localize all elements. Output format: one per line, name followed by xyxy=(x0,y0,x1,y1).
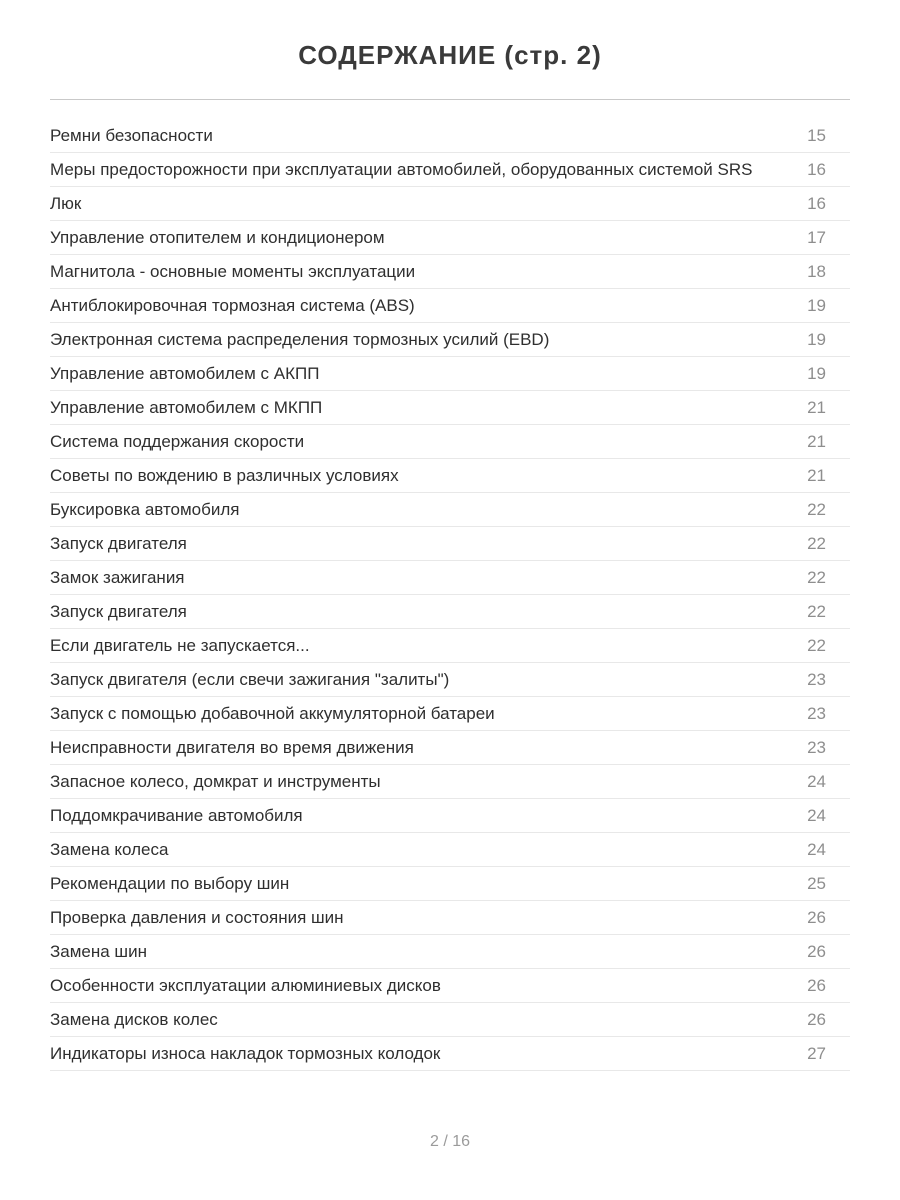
toc-row[interactable] xyxy=(50,425,850,459)
toc-list xyxy=(50,119,850,1071)
toc-item-page-number: 17 xyxy=(807,227,826,247)
toc-item-title: Замена колеса xyxy=(50,839,169,859)
toc-item-page-number: 19 xyxy=(807,329,826,349)
toc-item-page-number: 27 xyxy=(807,1043,826,1063)
toc-item-title: Запасное колесо, домкрат и инструменты xyxy=(50,771,381,791)
toc-item-title: Рекомендации по выбору шин xyxy=(50,873,290,893)
toc-item-title: Запуск двигателя xyxy=(50,533,187,553)
toc-item-title: Запуск с помощью добавочной аккумуляторной батареи xyxy=(50,703,495,723)
toc-item-title: Запуск двигателя (если свечи зажигания "залиты") xyxy=(50,669,450,689)
toc-item-page-number: 22 xyxy=(807,601,826,621)
toc-item-title: Особенности эксплуатации алюминиевых дисков xyxy=(50,975,441,995)
toc-item-page-number: 21 xyxy=(807,431,826,451)
toc-item-title: Люк xyxy=(50,193,82,213)
toc-row[interactable] xyxy=(50,969,850,1003)
toc-item-title: Замок зажигания xyxy=(50,567,185,587)
page-title: СОДЕРЖАНИЕ (стр. 2) xyxy=(298,40,602,70)
toc-item-page-number: 24 xyxy=(807,805,826,825)
toc-item-title: Ремни безопасности xyxy=(50,125,213,145)
toc-row[interactable] xyxy=(50,935,850,969)
toc-item-page-number: 22 xyxy=(807,567,826,587)
toc-item-page-number: 21 xyxy=(807,465,826,485)
toc-item-title: Электронная система распределения тормозных усилий (EBD) xyxy=(50,329,550,349)
toc-item-title: Если двигатель не запускается... xyxy=(50,635,310,655)
toc-item-page-number: 22 xyxy=(807,499,826,519)
page-indicator: 2 / 16 xyxy=(429,1133,471,1150)
toc-row[interactable] xyxy=(50,1003,850,1037)
toc-item-page-number: 26 xyxy=(807,907,826,927)
toc-item-title: Запуск двигателя xyxy=(50,601,187,621)
toc-item-page-number: 22 xyxy=(807,635,826,655)
toc-row[interactable] xyxy=(50,765,850,799)
toc-item-title: Неисправности двигателя во время движения xyxy=(50,737,414,757)
toc-item-page-number: 26 xyxy=(807,975,826,995)
toc-row[interactable] xyxy=(50,697,850,731)
toc-row[interactable] xyxy=(50,255,850,289)
toc-item-title: Магнитола - основные моменты эксплуатации xyxy=(50,261,416,281)
toc-item-page-number: 16 xyxy=(807,159,826,179)
toc-item-title: Буксировка автомобиля xyxy=(50,499,240,519)
toc-item-page-number: 23 xyxy=(807,737,826,757)
toc-item-title: Советы по вождению в различных условиях xyxy=(50,465,399,485)
toc-item-title: Поддомкрачивание автомобиля xyxy=(50,805,303,825)
toc-row[interactable] xyxy=(50,799,850,833)
toc-item-title: Индикаторы износа накладок тормозных колодок xyxy=(50,1043,441,1063)
toc-item-title: Замена шин xyxy=(50,941,147,961)
toc-item-page-number: 24 xyxy=(807,771,826,791)
toc-item-page-number: 15 xyxy=(807,125,826,145)
toc-item-page-number: 26 xyxy=(807,941,826,961)
toc-row[interactable] xyxy=(50,561,850,595)
toc-item-page-number: 22 xyxy=(807,533,826,553)
toc-item-page-number: 16 xyxy=(807,193,826,213)
toc-row[interactable] xyxy=(50,323,850,357)
toc-item-page-number: 18 xyxy=(807,261,826,281)
toc-row[interactable] xyxy=(50,187,850,221)
toc-item-title: Система поддержания скорости xyxy=(50,431,305,451)
toc-item-title: Замена дисков колес xyxy=(50,1009,218,1029)
toc-item-page-number: 19 xyxy=(807,295,826,315)
toc-item-page-number: 19 xyxy=(807,363,826,383)
toc-row[interactable] xyxy=(50,663,850,697)
toc-row[interactable] xyxy=(50,357,850,391)
toc-row[interactable] xyxy=(50,629,850,663)
toc-item-page-number: 23 xyxy=(807,669,826,689)
toc-item-title: Управление автомобилем с АКПП xyxy=(50,363,320,383)
toc-row[interactable] xyxy=(50,221,850,255)
toc-item-page-number: 26 xyxy=(807,1009,826,1029)
toc-item-page-number: 24 xyxy=(807,839,826,859)
toc-row[interactable] xyxy=(50,493,850,527)
toc-row[interactable] xyxy=(50,833,850,867)
toc-row[interactable] xyxy=(50,391,850,425)
toc-item-page-number: 21 xyxy=(807,397,826,417)
toc-item-title: Управление отопителем и кондиционером xyxy=(50,227,385,247)
toc-row[interactable] xyxy=(50,1037,850,1071)
toc-row[interactable] xyxy=(50,731,850,765)
toc-item-page-number: 23 xyxy=(807,703,826,723)
toc-row[interactable] xyxy=(50,595,850,629)
toc-row[interactable] xyxy=(50,119,850,153)
toc-item-title: Антиблокировочная тормозная система (ABS) xyxy=(50,295,415,315)
toc-item-page-number: 25 xyxy=(807,873,826,893)
header-divider xyxy=(50,99,850,100)
toc-row[interactable] xyxy=(50,901,850,935)
toc-item-title: Проверка давления и состояния шин xyxy=(50,907,344,927)
toc-row[interactable] xyxy=(50,867,850,901)
toc-item-title: Меры предосторожности при эксплуатации автомобилей, оборудованных системой SRS xyxy=(50,159,753,179)
toc-row[interactable] xyxy=(50,459,850,493)
toc-row[interactable] xyxy=(50,289,850,323)
toc-row[interactable] xyxy=(50,153,850,187)
toc-item-title: Управление автомобилем с МКПП xyxy=(50,397,323,417)
toc-row[interactable] xyxy=(50,527,850,561)
